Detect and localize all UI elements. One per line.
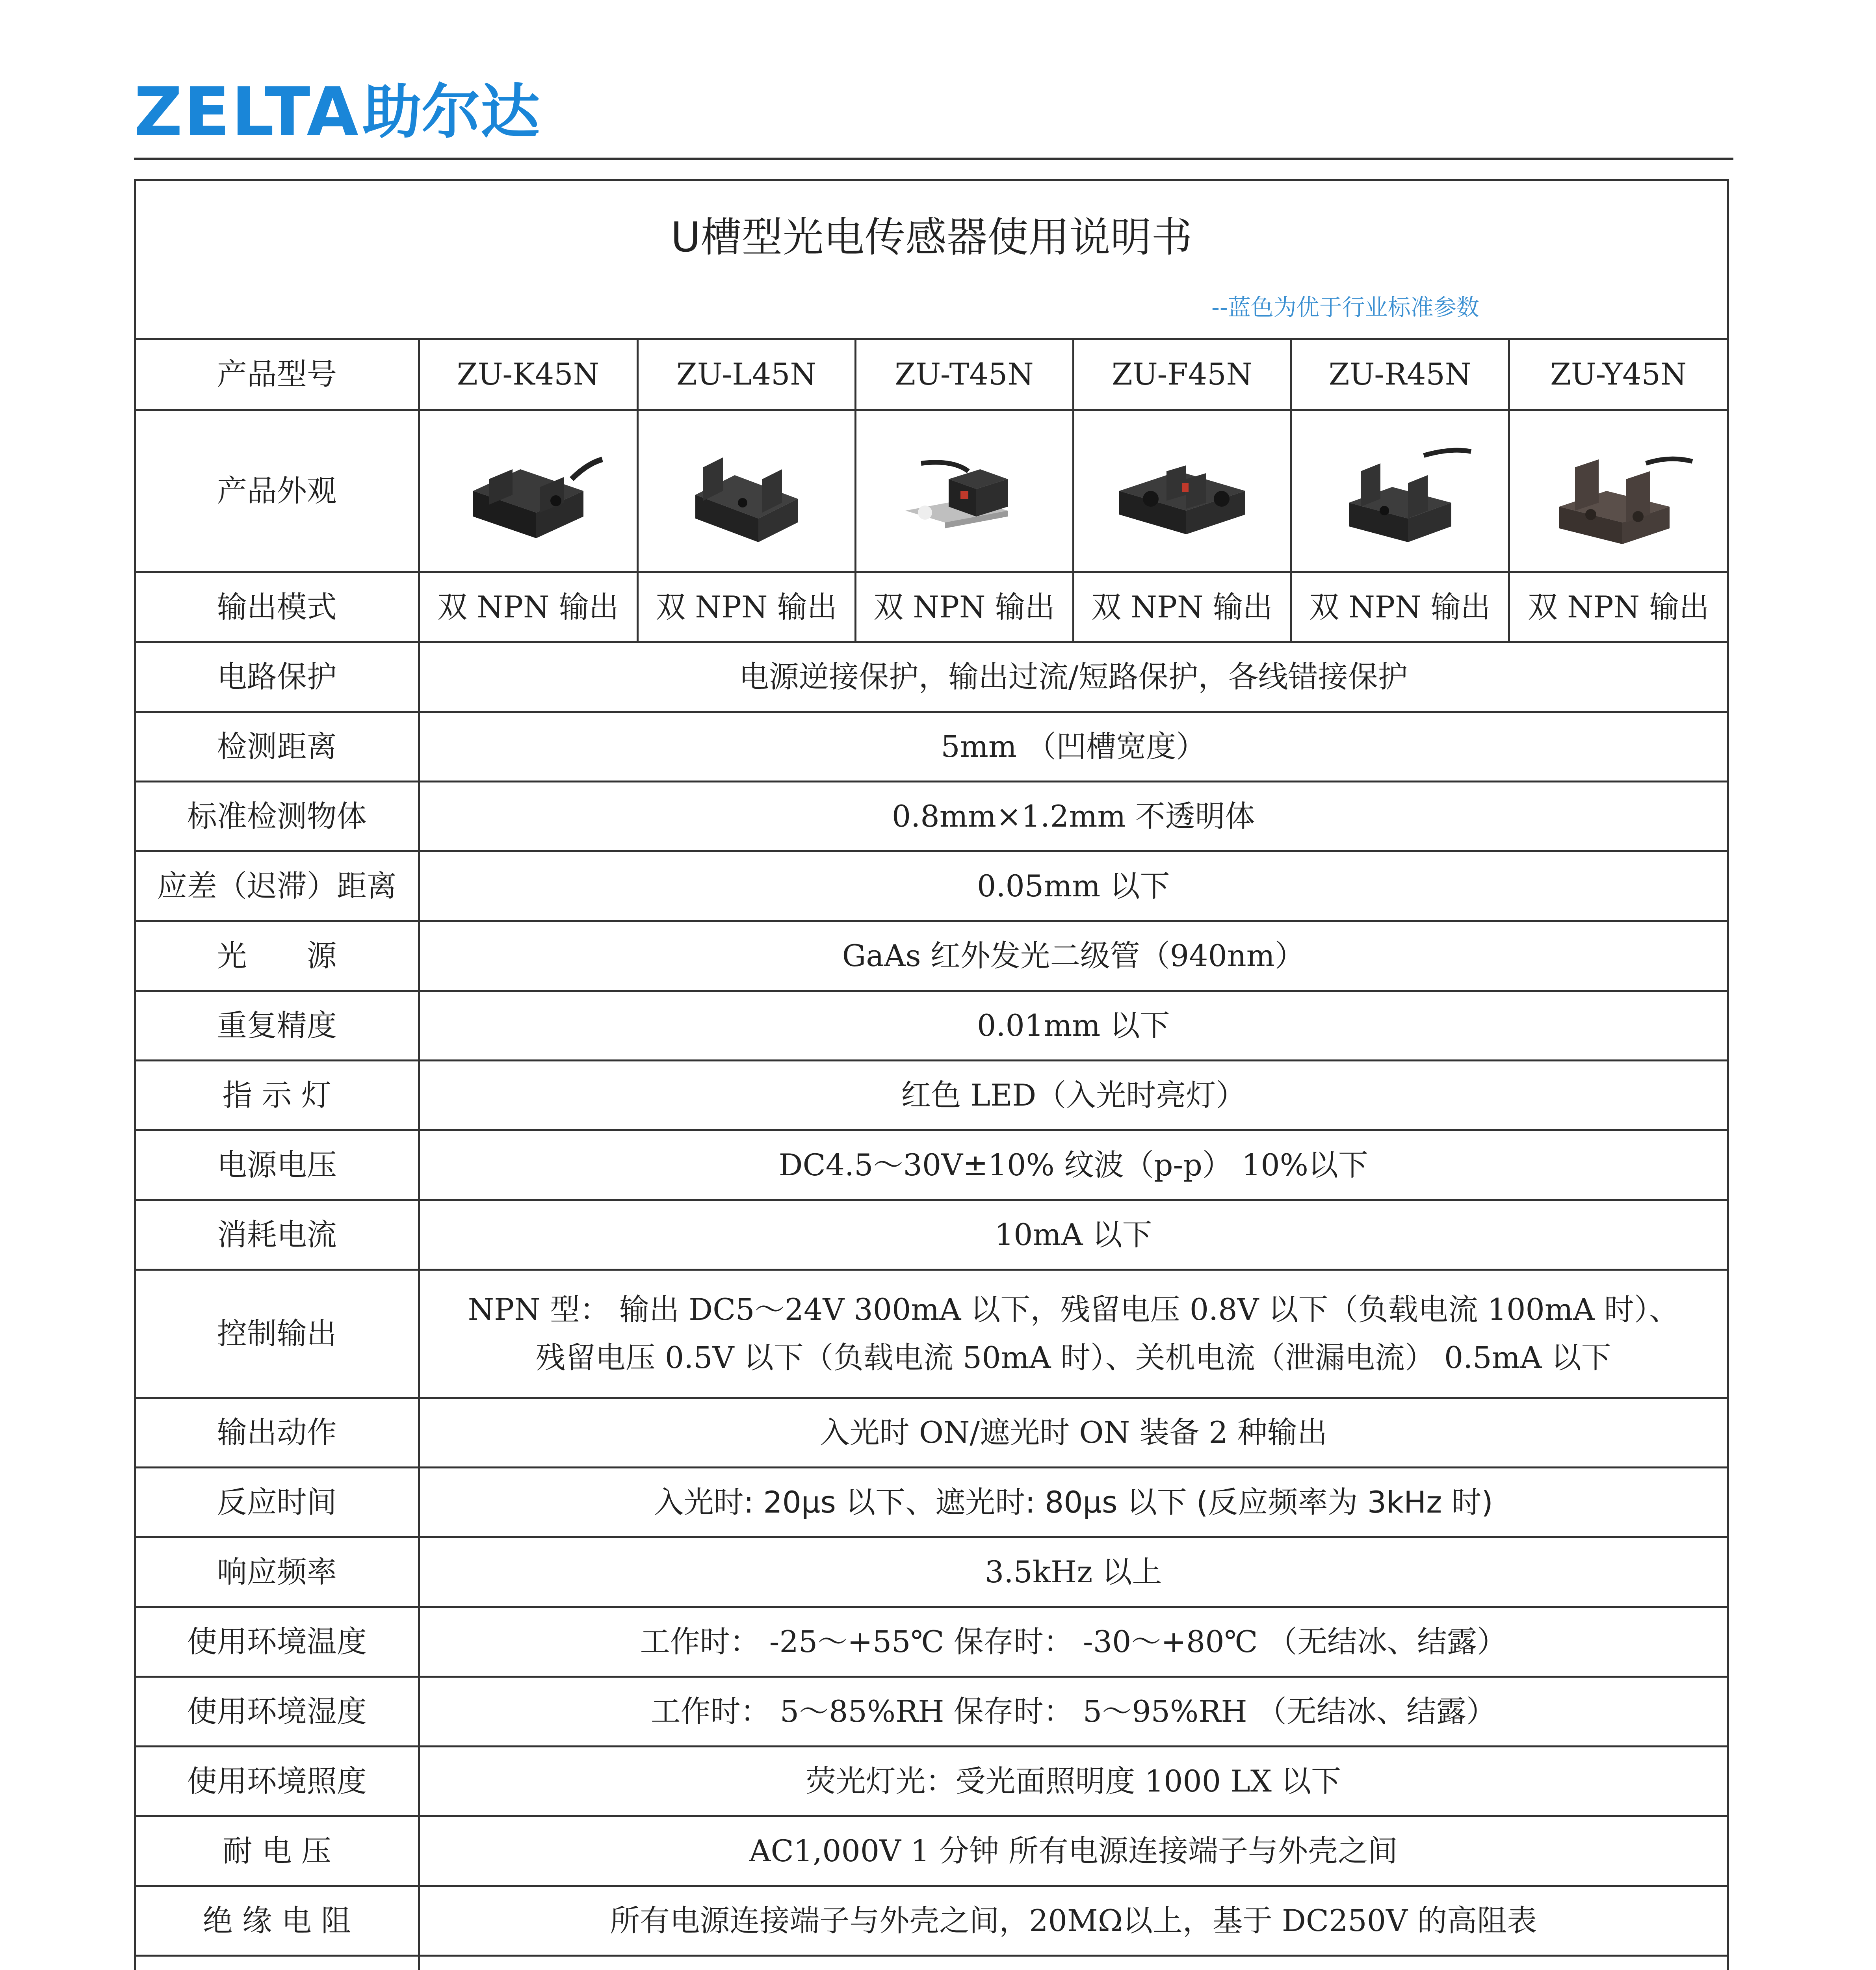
- row-label: 绝 缘 电 阻: [136, 1886, 419, 1955]
- row-indicator: [136, 1060, 1727, 1130]
- row-label: 检测距离: [136, 712, 419, 781]
- brand-logo: [134, 73, 540, 151]
- row-value: 入光时 ON/遮光时 ON 装备 2 种输出: [419, 1398, 1727, 1467]
- product-photo-f45n: [1107, 432, 1257, 550]
- model-cell: ZU-L45N: [637, 340, 855, 410]
- row-insulation-resistance: [136, 1886, 1727, 1955]
- row-light-source: [136, 921, 1727, 991]
- model-cell: ZU-F45N: [1073, 340, 1291, 410]
- row-value: [419, 1269, 1727, 1398]
- spec-table: [136, 340, 1727, 1970]
- product-photo-cell: [1509, 410, 1727, 572]
- control-output-line-2: 残留电压 0.5V 以下（负载电流 50mA 时）、关机电流（泄漏电流） 0.5mA 以下: [535, 1340, 1611, 1375]
- output-mode-cell: 双 NPN 输出: [637, 572, 855, 642]
- row-value: 10mA 以下: [419, 1200, 1727, 1269]
- doc-title: U槽型光电传感器使用说明书: [671, 213, 1192, 261]
- row-label: 电路保护: [136, 642, 419, 712]
- product-photo-y45n: [1544, 432, 1693, 550]
- row-circuit-protection: [136, 642, 1727, 712]
- product-photo-cell: [419, 410, 637, 572]
- row-repeatability: [136, 991, 1727, 1060]
- output-mode-cell: 双 NPN 输出: [855, 572, 1073, 642]
- row-label: 反应时间: [136, 1467, 419, 1537]
- row-label: 产品型号: [136, 340, 419, 410]
- row-value: 电源逆接保护，输出过流/短路保护，各线错接保护: [419, 642, 1727, 712]
- row-output-action: [136, 1398, 1727, 1467]
- product-photo-cell: [1291, 410, 1509, 572]
- row-label: [136, 1955, 419, 1970]
- product-photo-cell: [855, 410, 1073, 572]
- row-model: [136, 340, 1727, 410]
- row-standard-object: [136, 781, 1727, 851]
- model-cell: ZU-R45N: [1291, 340, 1509, 410]
- model-cell: ZU-Y45N: [1509, 340, 1727, 410]
- row-detect-distance: [136, 712, 1727, 781]
- row-vibration: [136, 1955, 1727, 1970]
- row-label: 电源电压: [136, 1130, 419, 1200]
- row-control-output: [136, 1269, 1727, 1398]
- row-response-time: [136, 1467, 1727, 1537]
- row-label: 使用环境湿度: [136, 1676, 419, 1746]
- row-label: 输出模式: [136, 572, 419, 642]
- row-label: 指 示 灯: [136, 1060, 419, 1130]
- row-value: AC1,000V 1 分钟 所有电源连接端子与外壳之间: [419, 1816, 1727, 1886]
- row-label: 消耗电流: [136, 1200, 419, 1269]
- row-current-consumption: [136, 1200, 1727, 1269]
- row-withstand-voltage: [136, 1816, 1727, 1886]
- output-mode-cell: 双 NPN 输出: [1509, 572, 1727, 642]
- row-response-frequency: [136, 1537, 1727, 1607]
- logo-chinese: 助尔达: [362, 78, 540, 147]
- output-mode-cell: 双 NPN 输出: [419, 572, 637, 642]
- row-label: 标准检测物体: [136, 781, 419, 851]
- row-value: GaAs 红外发光二级管（940nm）: [419, 921, 1727, 991]
- row-appearance: [136, 410, 1727, 572]
- row-value: 工作时： 5～85%RH 保存时： 5～95%RH （无结冰、结露）: [419, 1676, 1727, 1746]
- product-photo-r45n: [1325, 432, 1475, 550]
- row-hysteresis: [136, 851, 1727, 921]
- row-value: 所有电源连接端子与外壳之间，20MΩ以上，基于 DC250V 的高阻表: [419, 1886, 1727, 1955]
- output-mode-cell: 双 NPN 输出: [1291, 572, 1509, 642]
- row-value: 红色 LED（入光时亮灯）: [419, 1060, 1727, 1130]
- row-label: 控制输出: [136, 1269, 419, 1398]
- product-photo-l45n: [672, 432, 821, 550]
- product-photo-cell: [637, 410, 855, 572]
- row-value: 0.8mm×1.2mm 不透明体: [419, 781, 1727, 851]
- row-supply-voltage: [136, 1130, 1727, 1200]
- model-cell: ZU-T45N: [855, 340, 1073, 410]
- vibration-line-1: [428, 1964, 1720, 1970]
- model-cell: ZU-K45N: [419, 340, 637, 410]
- header-rule: [134, 158, 1733, 160]
- row-output-mode: [136, 572, 1727, 642]
- row-value: 0.01mm 以下: [419, 991, 1727, 1060]
- row-label: 光 源: [136, 921, 419, 991]
- output-mode-cell: 双 NPN 输出: [1073, 572, 1291, 642]
- row-ambient-humidity: [136, 1676, 1727, 1746]
- row-value: 入光时: 20μs 以下、遮光时: 80μs 以下 (反应频率为 3kHz 时): [419, 1467, 1727, 1537]
- logo-latin: ZELTA: [134, 73, 360, 151]
- row-label: 重复精度: [136, 991, 419, 1060]
- spec-sheet: [134, 179, 1729, 1970]
- row-ambient-illumination: [136, 1746, 1727, 1816]
- row-label: 使用环境照度: [136, 1746, 419, 1816]
- row-value: [419, 1955, 1727, 1970]
- row-value: 0.05mm 以下: [419, 851, 1727, 921]
- row-label: 产品外观: [136, 410, 419, 572]
- row-value: 工作时： -25～+55℃ 保存时： -30～+80℃ （无结冰、结露）: [419, 1607, 1727, 1676]
- row-value: DC4.5～30V±10% 纹波（p-p） 10%以下: [419, 1130, 1727, 1200]
- row-label: 响应频率: [136, 1537, 419, 1607]
- row-value: 荧光灯光：受光面照明度 1000 LX 以下: [419, 1746, 1727, 1816]
- row-label: 耐 电 压: [136, 1816, 419, 1886]
- product-photo-t45n: [890, 432, 1039, 550]
- product-photo-cell: [1073, 410, 1291, 572]
- title-block: [136, 181, 1727, 338]
- product-photo-k45n: [453, 432, 603, 550]
- row-ambient-temperature: [136, 1607, 1727, 1676]
- doc-subtitle: --蓝色为优于行业标准参数: [1211, 294, 1479, 321]
- row-value: 5mm （凹槽宽度）: [419, 712, 1727, 781]
- row-label: 使用环境温度: [136, 1607, 419, 1676]
- row-label: 输出动作: [136, 1398, 419, 1467]
- control-output-line-1: NPN 型： 输出 DC5～24V 300mA 以下，残留电压 0.8V 以下（负载电流 100mA 时）、: [468, 1292, 1679, 1327]
- row-value: 3.5kHz 以上: [419, 1537, 1727, 1607]
- row-label: 应差（迟滞）距离: [136, 851, 419, 921]
